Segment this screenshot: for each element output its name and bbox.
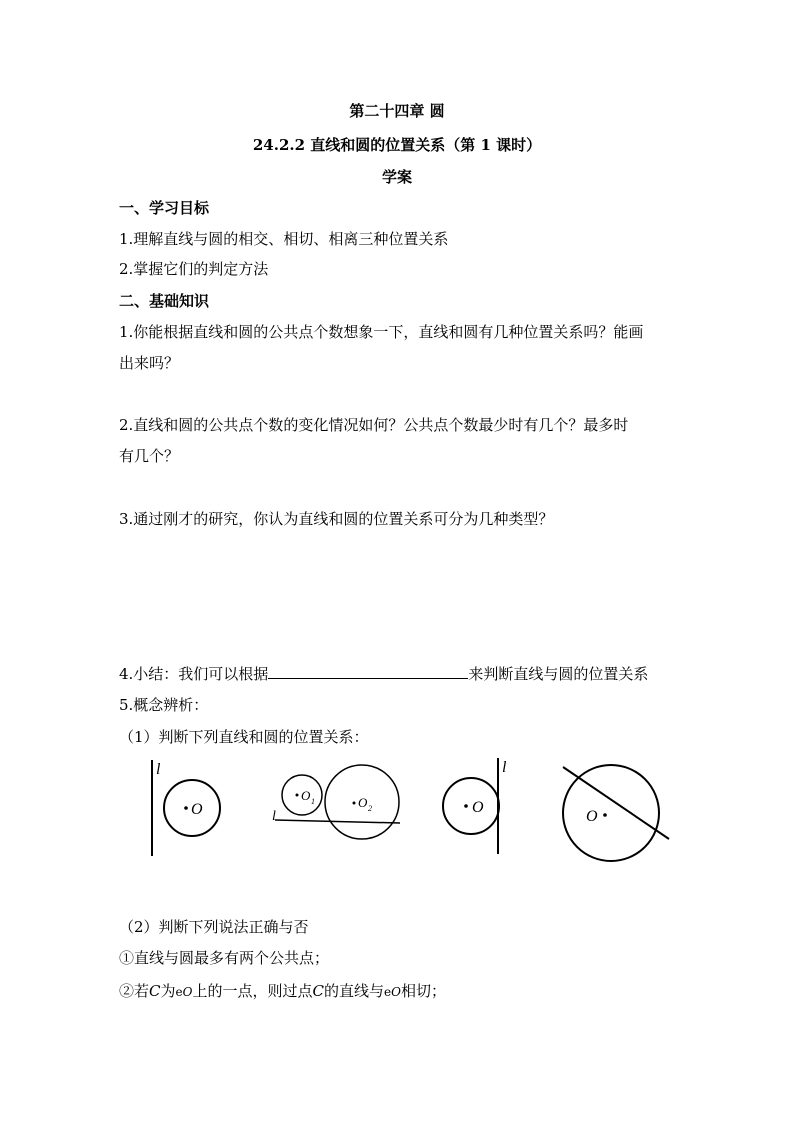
fig1-center-dot bbox=[184, 806, 188, 810]
figure-two-circles bbox=[270, 762, 405, 842]
goal-item-2: 2.掌握它们的判定方法 bbox=[119, 260, 269, 278]
statement-2-part-d: 的直线与 bbox=[323, 982, 384, 1000]
chapter-title: 第二十四章 圆 bbox=[349, 102, 445, 120]
question-4 bbox=[119, 664, 648, 684]
question-4-suffix: 来判断直线与圆的位置关系 bbox=[468, 665, 649, 683]
question-2-line1: 2.直线和圆的公共点个数的变化情况如何？公共点个数最少时有几个？最多时 bbox=[119, 416, 629, 434]
fig2-center1-label: O bbox=[301, 788, 311, 803]
point-c-label: C bbox=[149, 982, 161, 1000]
statement-2 bbox=[119, 981, 446, 1002]
question-1-line1: 1.你能根据直线和圆的公共点个数想象一下，直线和圆有几种位置关系吗？能画 bbox=[119, 323, 644, 341]
point-c-label-2: C bbox=[312, 982, 324, 1000]
question-5-part2: （2）判断下列说法正确与否 bbox=[119, 918, 309, 936]
fig2-center2-dot bbox=[353, 802, 356, 805]
question-5: 5.概念辨析： bbox=[119, 696, 209, 714]
circle-o-symbol-2: eO bbox=[383, 985, 401, 999]
figure-tangent bbox=[440, 754, 516, 858]
figure-separate bbox=[143, 756, 225, 860]
fig4-line bbox=[563, 767, 669, 839]
fig3-line-label: l bbox=[502, 759, 507, 776]
question-1-line2: 出来吗？ bbox=[119, 354, 180, 372]
statement-2-part-e: 相切； bbox=[400, 982, 446, 1000]
document-type: 学案 bbox=[381, 168, 412, 186]
question-3: 3.通过刚才的研究，你认为直线和圆的位置关系可分为几种类型？ bbox=[119, 510, 554, 528]
question-5-part1: （1）判断下列直线和圆的位置关系： bbox=[119, 728, 369, 746]
circle-o-symbol-1: eO bbox=[175, 985, 193, 999]
fig2-line-label: l bbox=[272, 809, 276, 824]
fig4-circle bbox=[563, 765, 659, 861]
section2-heading: 二、基础知识 bbox=[119, 292, 210, 310]
fig1-center-label: O bbox=[191, 801, 203, 818]
fig1-line-label: l bbox=[156, 761, 161, 778]
question-4-prefix: 4.小结：我们可以根据 bbox=[119, 665, 269, 683]
fig3-center-label: O bbox=[472, 799, 484, 816]
fig2-line bbox=[275, 820, 400, 823]
section1-heading: 一、学习目标 bbox=[119, 199, 210, 217]
fig3-center-dot bbox=[464, 804, 468, 808]
answer-blank[interactable] bbox=[268, 664, 468, 679]
statement-2-part-a: ②若 bbox=[119, 982, 150, 1000]
fig4-center-dot bbox=[603, 813, 607, 817]
statement-2-part-c: 上的一点，则过点 bbox=[192, 982, 313, 1000]
fig4-center-label: O bbox=[586, 808, 598, 825]
statement-2-part-b: 为 bbox=[160, 982, 176, 1000]
goal-item-1: 1.理解直线与圆的相交、相切、相离三种位置关系 bbox=[119, 230, 449, 248]
fig2-center2-label: O bbox=[358, 795, 368, 810]
statement-1: ①直线与圆最多有两个公共点； bbox=[119, 949, 330, 967]
question-2-line2: 有几个？ bbox=[119, 447, 180, 465]
figure-secant bbox=[555, 757, 675, 863]
fig2-center1-dot bbox=[296, 794, 299, 797]
fig3-circle bbox=[443, 778, 499, 834]
fig2-center2-sub: 2 bbox=[368, 804, 372, 813]
lesson-title: 24.2.2 直线和圆的位置关系（第 1 课时） bbox=[252, 136, 542, 154]
fig2-center1-sub: 1 bbox=[311, 797, 315, 806]
